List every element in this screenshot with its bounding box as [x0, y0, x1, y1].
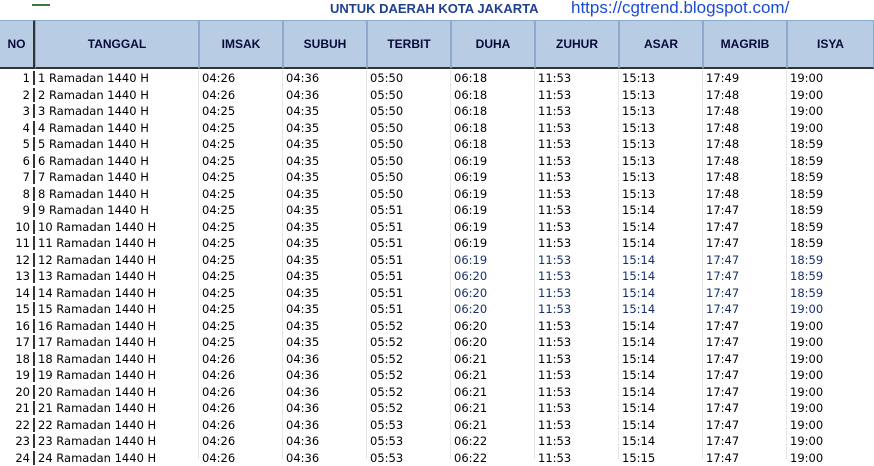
cell-isya[interactable]: 19:00 — [787, 88, 874, 102]
cell-terbit[interactable]: 05:51 — [367, 220, 451, 234]
cell-asar[interactable]: 15:13 — [619, 71, 703, 85]
cell-no[interactable]: 15 — [0, 302, 35, 316]
cell-tanggal[interactable]: 17 Ramadan 1440 H — [35, 335, 199, 349]
cell-no[interactable]: 24 — [0, 451, 35, 465]
cell-asar[interactable]: 15:13 — [619, 170, 703, 184]
cell-no[interactable]: 22 — [0, 418, 35, 432]
cell-terbit[interactable]: 05:50 — [367, 71, 451, 85]
table-row[interactable] — [0, 301, 874, 318]
table-row[interactable] — [0, 120, 874, 137]
cell-zuhur[interactable]: 11:53 — [535, 352, 619, 366]
cell-no[interactable]: 7 — [0, 170, 35, 184]
cell-magrib[interactable]: 17:48 — [703, 187, 787, 201]
cell-terbit[interactable]: 05:50 — [367, 170, 451, 184]
cell-duha[interactable]: 06:19 — [451, 253, 535, 267]
cell-terbit[interactable]: 05:51 — [367, 269, 451, 283]
cell-corner-mark — [32, 0, 50, 6]
cell-no[interactable]: 8 — [0, 187, 35, 201]
cell-tanggal[interactable]: 4 Ramadan 1440 H — [35, 121, 199, 135]
cell-zuhur[interactable]: 11:53 — [535, 319, 619, 333]
cell-terbit[interactable]: 05:50 — [367, 154, 451, 168]
cell-no[interactable]: 5 — [0, 137, 35, 151]
cell-imsak[interactable]: 04:25 — [199, 319, 283, 333]
cell-terbit[interactable]: 05:52 — [367, 319, 451, 333]
cell-tanggal[interactable]: 20 Ramadan 1440 H — [35, 385, 199, 399]
cell-duha[interactable]: 06:20 — [451, 269, 535, 283]
cell-magrib[interactable]: 17:47 — [703, 451, 787, 465]
cell-no[interactable]: 11 — [0, 236, 35, 250]
column-header-terbit[interactable]: TERBIT — [367, 20, 451, 69]
cell-isya[interactable]: 18:59 — [787, 236, 874, 250]
cell-no[interactable]: 2 — [0, 88, 35, 102]
cell-zuhur[interactable]: 11:53 — [535, 88, 619, 102]
cell-tanggal[interactable]: 6 Ramadan 1440 H — [35, 154, 199, 168]
cell-isya[interactable]: 19:00 — [787, 121, 874, 135]
cell-magrib[interactable]: 17:47 — [703, 401, 787, 415]
cell-magrib[interactable]: 17:48 — [703, 154, 787, 168]
cell-asar[interactable]: 15:13 — [619, 137, 703, 151]
top-bar — [0, 0, 874, 20]
cell-no[interactable]: 21 — [0, 401, 35, 415]
table-row[interactable] — [0, 384, 874, 401]
cell-duha[interactable]: 06:21 — [451, 418, 535, 432]
cell-magrib[interactable]: 17:47 — [703, 418, 787, 432]
table-row[interactable] — [0, 268, 874, 285]
cell-magrib[interactable]: 17:47 — [703, 253, 787, 267]
cell-magrib[interactable]: 17:47 — [703, 286, 787, 300]
cell-asar[interactable]: 15:14 — [619, 286, 703, 300]
cell-terbit[interactable]: 05:51 — [367, 302, 451, 316]
cell-magrib[interactable]: 17:47 — [703, 385, 787, 399]
table-row[interactable] — [0, 285, 874, 302]
cell-subuh[interactable]: 04:35 — [283, 203, 367, 217]
cell-duha[interactable]: 06:21 — [451, 352, 535, 366]
cell-zuhur[interactable]: 11:53 — [535, 154, 619, 168]
cell-terbit[interactable]: 05:51 — [367, 203, 451, 217]
cell-terbit[interactable]: 05:53 — [367, 451, 451, 465]
cell-isya[interactable]: 19:00 — [787, 302, 874, 316]
cell-no[interactable]: 19 — [0, 368, 35, 382]
cell-duha[interactable]: 06:18 — [451, 137, 535, 151]
cell-asar[interactable]: 15:13 — [619, 154, 703, 168]
cell-terbit[interactable]: 05:52 — [367, 385, 451, 399]
cell-asar[interactable]: 15:14 — [619, 385, 703, 399]
cell-no[interactable]: 18 — [0, 352, 35, 366]
table-row[interactable] — [0, 367, 874, 384]
cell-zuhur[interactable]: 11:53 — [535, 170, 619, 184]
cell-zuhur[interactable]: 11:53 — [535, 253, 619, 267]
cell-imsak[interactable]: 04:26 — [199, 352, 283, 366]
cell-subuh[interactable]: 04:35 — [283, 170, 367, 184]
cell-magrib[interactable]: 17:48 — [703, 121, 787, 135]
cell-isya[interactable]: 19:00 — [787, 451, 874, 465]
cell-duha[interactable]: 06:19 — [451, 187, 535, 201]
table-row[interactable] — [0, 400, 874, 417]
cell-duha[interactable]: 06:21 — [451, 401, 535, 415]
cell-no[interactable]: 1 — [0, 71, 35, 85]
cell-imsak[interactable]: 04:25 — [199, 253, 283, 267]
cell-duha[interactable]: 06:20 — [451, 286, 535, 300]
cell-subuh[interactable]: 04:36 — [283, 368, 367, 382]
cell-imsak[interactable]: 04:25 — [199, 104, 283, 118]
cell-asar[interactable]: 15:14 — [619, 352, 703, 366]
cell-subuh[interactable]: 04:36 — [283, 385, 367, 399]
column-header-no[interactable]: NO — [0, 20, 35, 69]
table-row[interactable] — [0, 351, 874, 368]
cell-magrib[interactable]: 17:48 — [703, 104, 787, 118]
cell-isya[interactable]: 19:00 — [787, 319, 874, 333]
cell-terbit[interactable]: 05:52 — [367, 368, 451, 382]
cell-no[interactable]: 4 — [0, 121, 35, 135]
cell-duha[interactable]: 06:19 — [451, 236, 535, 250]
cell-no[interactable]: 10 — [0, 220, 35, 234]
blog-url-link[interactable]: https://cgtrend.blogspot.com/ — [571, 0, 789, 18]
cell-zuhur[interactable]: 11:53 — [535, 137, 619, 151]
cell-asar[interactable]: 15:13 — [619, 187, 703, 201]
column-header-magrib[interactable]: MAGRIB — [703, 20, 787, 69]
cell-terbit[interactable]: 05:52 — [367, 335, 451, 349]
cell-duha[interactable]: 06:18 — [451, 121, 535, 135]
cell-tanggal[interactable]: 21 Ramadan 1440 H — [35, 401, 199, 415]
cell-asar[interactable]: 15:14 — [619, 401, 703, 415]
cell-terbit[interactable]: 05:50 — [367, 121, 451, 135]
cell-subuh[interactable]: 04:35 — [283, 335, 367, 349]
cell-duha[interactable]: 06:22 — [451, 434, 535, 448]
cell-subuh[interactable]: 04:36 — [283, 352, 367, 366]
cell-duha[interactable]: 06:22 — [451, 451, 535, 465]
cell-no[interactable]: 12 — [0, 253, 35, 267]
cell-duha[interactable]: 06:19 — [451, 170, 535, 184]
cell-tanggal[interactable]: 2 Ramadan 1440 H — [35, 88, 199, 102]
cell-magrib[interactable]: 17:47 — [703, 203, 787, 217]
cell-imsak[interactable]: 04:25 — [199, 269, 283, 283]
cell-zuhur[interactable]: 11:53 — [535, 286, 619, 300]
table-row[interactable] — [0, 219, 874, 236]
cell-isya[interactable]: 19:00 — [787, 335, 874, 349]
cell-magrib[interactable]: 17:49 — [703, 71, 787, 85]
cell-tanggal[interactable]: 15 Ramadan 1440 H — [35, 302, 199, 316]
cell-imsak[interactable]: 04:25 — [199, 335, 283, 349]
table-row[interactable] — [0, 153, 874, 170]
cell-isya[interactable]: 19:00 — [787, 385, 874, 399]
cell-tanggal[interactable]: 16 Ramadan 1440 H — [35, 319, 199, 333]
cell-tanggal[interactable]: 19 Ramadan 1440 H — [35, 368, 199, 382]
table-row[interactable] — [0, 417, 874, 434]
cell-tanggal[interactable]: 18 Ramadan 1440 H — [35, 352, 199, 366]
cell-isya[interactable]: 18:59 — [787, 154, 874, 168]
cell-asar[interactable]: 15:14 — [619, 319, 703, 333]
cell-zuhur[interactable]: 11:53 — [535, 434, 619, 448]
cell-zuhur[interactable]: 11:53 — [535, 269, 619, 283]
cell-zuhur[interactable]: 11:53 — [535, 203, 619, 217]
column-header-zuhur[interactable]: ZUHUR — [535, 20, 619, 69]
cell-subuh[interactable]: 04:36 — [283, 88, 367, 102]
cell-asar[interactable]: 15:14 — [619, 418, 703, 432]
cell-imsak[interactable]: 04:26 — [199, 71, 283, 85]
cell-tanggal[interactable]: 11 Ramadan 1440 H — [35, 236, 199, 250]
table-row[interactable] — [0, 318, 874, 335]
cell-tanggal[interactable]: 13 Ramadan 1440 H — [35, 269, 199, 283]
cell-magrib[interactable]: 17:48 — [703, 88, 787, 102]
table-row[interactable] — [0, 87, 874, 104]
cell-asar[interactable]: 15:14 — [619, 269, 703, 283]
cell-duha[interactable]: 06:19 — [451, 203, 535, 217]
cell-magrib[interactable]: 17:47 — [703, 368, 787, 382]
cell-tanggal[interactable]: 1 Ramadan 1440 H — [35, 71, 199, 85]
cell-zuhur[interactable]: 11:53 — [535, 401, 619, 415]
cell-terbit[interactable]: 05:53 — [367, 418, 451, 432]
cell-tanggal[interactable]: 10 Ramadan 1440 H — [35, 220, 199, 234]
column-header-imsak[interactable]: IMSAK — [199, 20, 283, 69]
column-header-isya[interactable]: ISYA — [787, 20, 874, 69]
cell-subuh[interactable]: 04:36 — [283, 451, 367, 465]
cell-isya[interactable]: 19:00 — [787, 401, 874, 415]
cell-isya[interactable]: 19:00 — [787, 418, 874, 432]
cell-tanggal[interactable]: 9 Ramadan 1440 H — [35, 203, 199, 217]
cell-isya[interactable]: 18:59 — [787, 137, 874, 151]
cell-asar[interactable]: 15:14 — [619, 302, 703, 316]
cell-terbit[interactable]: 05:53 — [367, 434, 451, 448]
cell-asar[interactable]: 15:14 — [619, 368, 703, 382]
cell-tanggal[interactable]: 12 Ramadan 1440 H — [35, 253, 199, 267]
cell-subuh[interactable]: 04:36 — [283, 418, 367, 432]
cell-magrib[interactable]: 17:47 — [703, 319, 787, 333]
table-row[interactable] — [0, 334, 874, 351]
cell-imsak[interactable]: 04:25 — [199, 170, 283, 184]
cell-isya[interactable]: 19:00 — [787, 104, 874, 118]
cell-subuh[interactable]: 04:35 — [283, 121, 367, 135]
cell-no[interactable]: 6 — [0, 154, 35, 168]
cell-imsak[interactable]: 04:26 — [199, 88, 283, 102]
cell-no[interactable]: 9 — [0, 203, 35, 217]
table-row[interactable] — [0, 252, 874, 269]
cell-isya[interactable]: 18:59 — [787, 286, 874, 300]
cell-imsak[interactable]: 04:25 — [199, 220, 283, 234]
table-row[interactable] — [0, 103, 874, 120]
cell-tanggal[interactable]: 5 Ramadan 1440 H — [35, 137, 199, 151]
cell-tanggal[interactable]: 14 Ramadan 1440 H — [35, 286, 199, 300]
cell-magrib[interactable]: 17:47 — [703, 352, 787, 366]
cell-zuhur[interactable]: 11:53 — [535, 187, 619, 201]
cell-asar[interactable]: 15:14 — [619, 220, 703, 234]
cell-imsak[interactable]: 04:25 — [199, 121, 283, 135]
cell-no[interactable]: 20 — [0, 385, 35, 399]
cell-no[interactable]: 16 — [0, 319, 35, 333]
cell-asar[interactable]: 15:13 — [619, 104, 703, 118]
table-header — [0, 20, 874, 69]
table-row[interactable] — [0, 235, 874, 252]
cell-isya[interactable]: 18:59 — [787, 170, 874, 184]
cell-duha[interactable]: 06:18 — [451, 104, 535, 118]
cell-zuhur[interactable]: 11:53 — [535, 236, 619, 250]
cell-subuh[interactable]: 04:35 — [283, 220, 367, 234]
table-row[interactable] — [0, 136, 874, 153]
cell-subuh[interactable]: 04:35 — [283, 253, 367, 267]
cell-zuhur[interactable]: 11:53 — [535, 335, 619, 349]
cell-subuh[interactable]: 04:35 — [283, 319, 367, 333]
cell-terbit[interactable]: 05:50 — [367, 104, 451, 118]
cell-subuh[interactable]: 04:35 — [283, 286, 367, 300]
cell-subuh[interactable]: 04:35 — [283, 187, 367, 201]
cell-subuh[interactable]: 04:36 — [283, 434, 367, 448]
cell-zuhur[interactable]: 11:53 — [535, 451, 619, 465]
cell-subuh[interactable]: 04:35 — [283, 154, 367, 168]
cell-magrib[interactable]: 17:47 — [703, 335, 787, 349]
cell-zuhur[interactable]: 11:53 — [535, 385, 619, 399]
cell-asar[interactable]: 15:14 — [619, 335, 703, 349]
cell-imsak[interactable]: 04:25 — [199, 137, 283, 151]
cell-no[interactable]: 13 — [0, 269, 35, 283]
cell-duha[interactable]: 06:21 — [451, 368, 535, 382]
cell-no[interactable]: 23 — [0, 434, 35, 448]
cell-tanggal[interactable]: 7 Ramadan 1440 H — [35, 170, 199, 184]
cell-duha[interactable]: 06:18 — [451, 71, 535, 85]
cell-magrib[interactable]: 17:47 — [703, 220, 787, 234]
schedule-table-body — [0, 70, 874, 466]
cell-imsak[interactable]: 04:26 — [199, 401, 283, 415]
cell-isya[interactable]: 18:59 — [787, 220, 874, 234]
cell-magrib[interactable]: 17:48 — [703, 137, 787, 151]
table-row[interactable] — [0, 169, 874, 186]
cell-isya[interactable]: 18:59 — [787, 253, 874, 267]
cell-zuhur[interactable]: 11:53 — [535, 121, 619, 135]
table-row[interactable] — [0, 70, 874, 87]
cell-imsak[interactable]: 04:25 — [199, 236, 283, 250]
table-row[interactable] — [0, 450, 874, 466]
cell-magrib[interactable]: 17:47 — [703, 434, 787, 448]
cell-duha[interactable]: 06:20 — [451, 319, 535, 333]
cell-imsak[interactable]: 04:25 — [199, 302, 283, 316]
table-row[interactable] — [0, 433, 874, 450]
column-header-subuh[interactable]: SUBUH — [283, 20, 367, 69]
cell-subuh[interactable]: 04:35 — [283, 104, 367, 118]
cell-terbit[interactable]: 05:50 — [367, 137, 451, 151]
cell-duha[interactable]: 06:21 — [451, 385, 535, 399]
cell-zuhur[interactable]: 11:53 — [535, 104, 619, 118]
cell-zuhur[interactable]: 11:53 — [535, 71, 619, 85]
cell-magrib[interactable]: 17:47 — [703, 302, 787, 316]
cell-tanggal[interactable]: 8 Ramadan 1440 H — [35, 187, 199, 201]
cell-zuhur[interactable]: 11:53 — [535, 220, 619, 234]
cell-magrib[interactable]: 17:47 — [703, 236, 787, 250]
cell-zuhur[interactable]: 11:53 — [535, 418, 619, 432]
cell-imsak[interactable]: 04:26 — [199, 451, 283, 465]
cell-asar[interactable]: 15:13 — [619, 88, 703, 102]
cell-tanggal[interactable]: 22 Ramadan 1440 H — [35, 418, 199, 432]
cell-duha[interactable]: 06:19 — [451, 154, 535, 168]
cell-tanggal[interactable]: 23 Ramadan 1440 H — [35, 434, 199, 448]
cell-no[interactable]: 14 — [0, 286, 35, 300]
cell-magrib[interactable]: 17:47 — [703, 269, 787, 283]
cell-no[interactable]: 3 — [0, 104, 35, 118]
table-row[interactable] — [0, 186, 874, 203]
cell-zuhur[interactable]: 11:53 — [535, 302, 619, 316]
cell-terbit[interactable]: 05:50 — [367, 187, 451, 201]
cell-asar[interactable]: 15:14 — [619, 236, 703, 250]
cell-subuh[interactable]: 04:35 — [283, 269, 367, 283]
cell-subuh[interactable]: 04:36 — [283, 401, 367, 415]
cell-asar[interactable]: 15:15 — [619, 451, 703, 465]
cell-isya[interactable]: 19:00 — [787, 352, 874, 366]
cell-isya[interactable]: 18:59 — [787, 203, 874, 217]
cell-terbit[interactable]: 05:51 — [367, 253, 451, 267]
cell-magrib[interactable]: 17:48 — [703, 170, 787, 184]
cell-imsak[interactable]: 04:25 — [199, 203, 283, 217]
cell-isya[interactable]: 19:00 — [787, 368, 874, 382]
column-header-duha[interactable]: DUHA — [451, 20, 535, 69]
cell-imsak[interactable]: 04:26 — [199, 385, 283, 399]
cell-asar[interactable]: 15:14 — [619, 253, 703, 267]
cell-imsak[interactable]: 04:25 — [199, 286, 283, 300]
cell-imsak[interactable]: 04:25 — [199, 187, 283, 201]
cell-asar[interactable]: 15:13 — [619, 121, 703, 135]
cell-no[interactable]: 17 — [0, 335, 35, 349]
cell-isya[interactable]: 18:59 — [787, 187, 874, 201]
cell-terbit[interactable]: 05:51 — [367, 286, 451, 300]
column-header-asar[interactable]: ASAR — [619, 20, 703, 69]
cell-tanggal[interactable]: 3 Ramadan 1440 H — [35, 104, 199, 118]
cell-tanggal[interactable]: 24 Ramadan 1440 H — [35, 451, 199, 465]
cell-isya[interactable]: 19:00 — [787, 434, 874, 448]
cell-isya[interactable]: 18:59 — [787, 269, 874, 283]
cell-duha[interactable]: 06:20 — [451, 302, 535, 316]
cell-subuh[interactable]: 04:35 — [283, 137, 367, 151]
cell-imsak[interactable]: 04:26 — [199, 418, 283, 432]
cell-imsak[interactable]: 04:25 — [199, 154, 283, 168]
cell-subuh[interactable]: 04:36 — [283, 71, 367, 85]
cell-asar[interactable]: 15:14 — [619, 203, 703, 217]
cell-imsak[interactable]: 04:26 — [199, 434, 283, 448]
table-row[interactable] — [0, 202, 874, 219]
cell-zuhur[interactable]: 11:53 — [535, 368, 619, 382]
cell-imsak[interactable]: 04:26 — [199, 368, 283, 382]
cell-duha[interactable]: 06:18 — [451, 88, 535, 102]
cell-terbit[interactable]: 05:51 — [367, 236, 451, 250]
cell-duha[interactable]: 06:20 — [451, 335, 535, 349]
cell-terbit[interactable]: 05:50 — [367, 88, 451, 102]
cell-duha[interactable]: 06:19 — [451, 220, 535, 234]
column-header-tanggal[interactable]: TANGGAL — [35, 20, 199, 69]
cell-subuh[interactable]: 04:35 — [283, 236, 367, 250]
page-title: UNTUK DAERAH KOTA JAKARTA — [330, 1, 538, 16]
cell-terbit[interactable]: 05:52 — [367, 401, 451, 415]
cell-isya[interactable]: 19:00 — [787, 71, 874, 85]
cell-subuh[interactable]: 04:35 — [283, 302, 367, 316]
cell-asar[interactable]: 15:14 — [619, 434, 703, 448]
cell-terbit[interactable]: 05:52 — [367, 352, 451, 366]
